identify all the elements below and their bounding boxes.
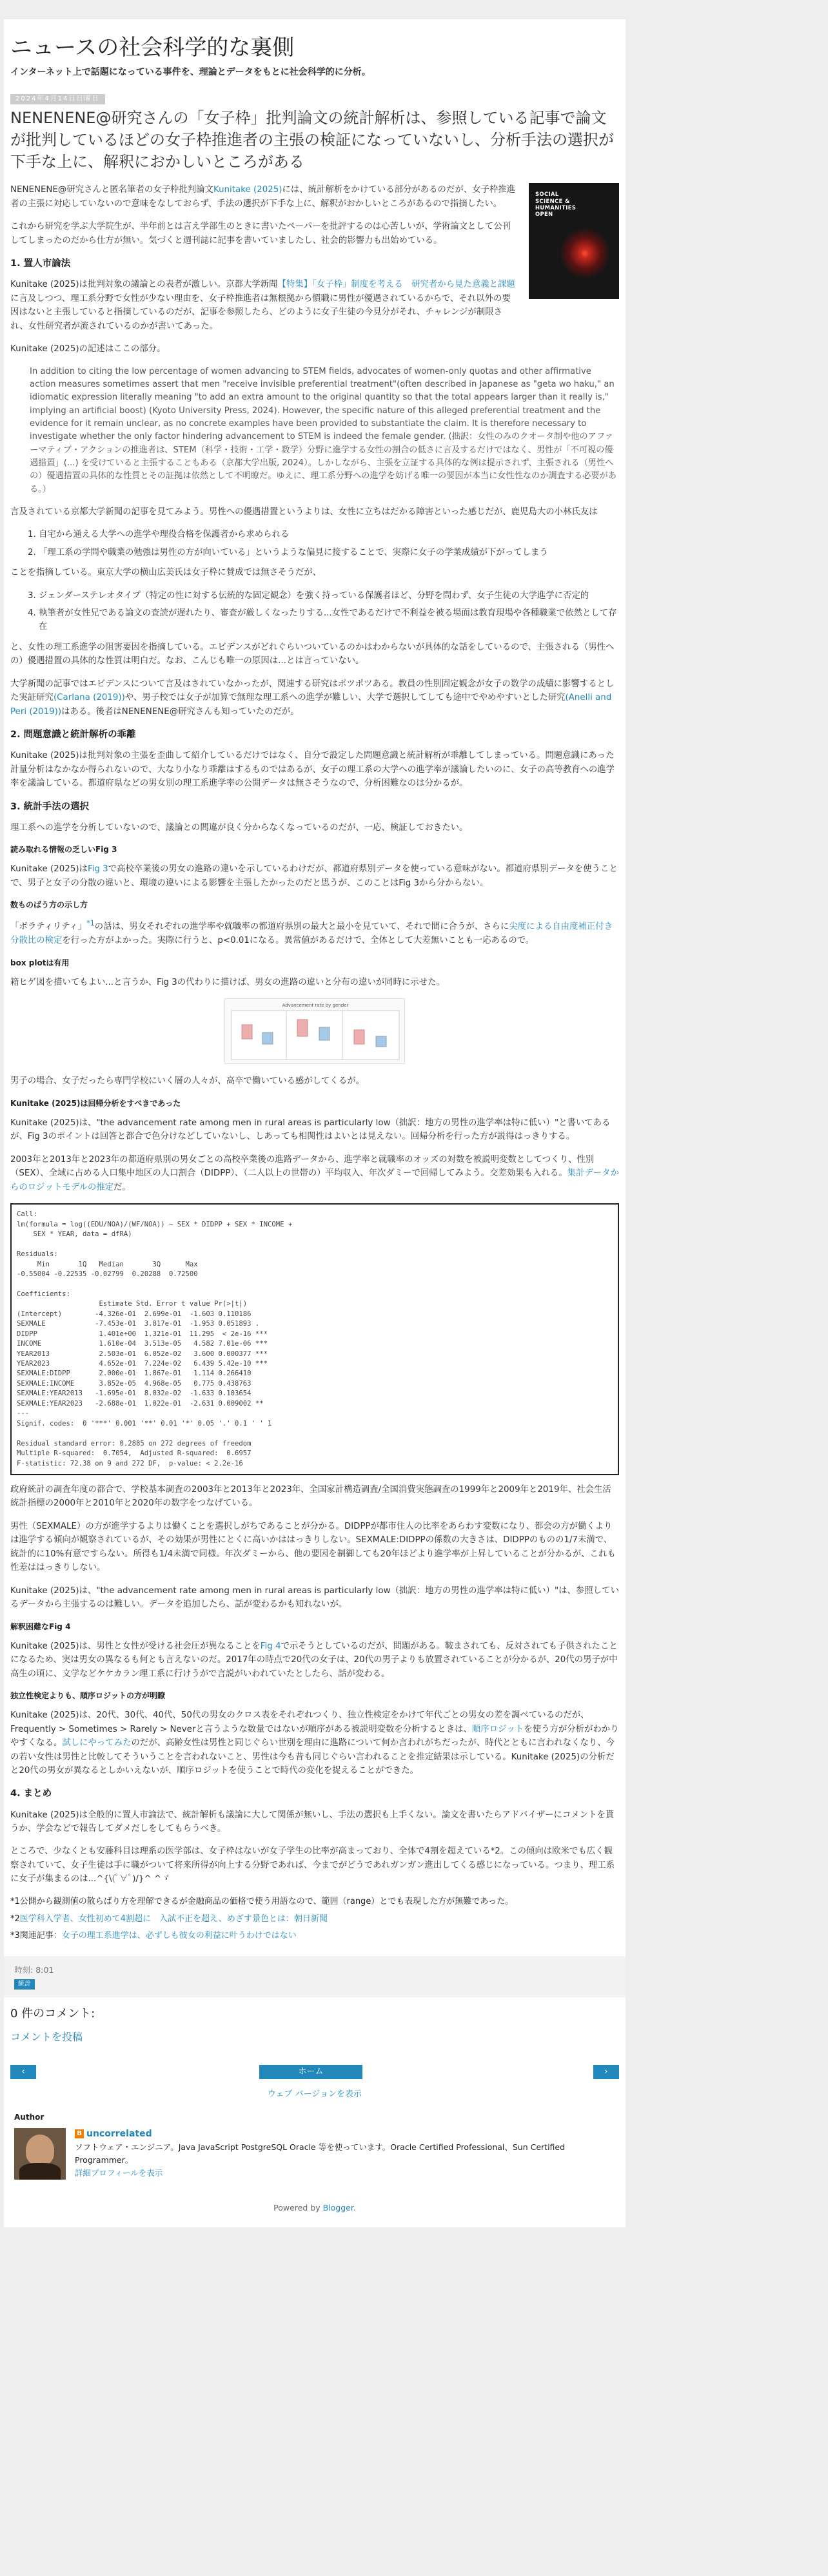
book-cover-graphic <box>556 224 614 282</box>
list-1 <box>39 528 619 559</box>
s3a-text-b: で高校卒業後の男女の進路の違いを示しているわけだが、都道府県別データを使っている意味がない。都道府県別データを使うことで、男子と女子の分散の違いと、環境の違いによる影響を主張したかったのだと思うが、このことはFig 3から分からない。 <box>10 864 618 888</box>
s1p6-text-a: 大学新聞の記事ではエビデンスについて言及はされていなかったが、関連する研究はポツポツある。教員の性別固定観念が女子の数学の成績に影響するとした実証研究 <box>10 679 615 703</box>
s3f-text-a: Kunitake (2025)は、20代、30代、40代、50代の男女のクロス表をそれぞれつくり、独立性検定をかけて年代ごとの男女の差を調べているのだが、Frequently > Sometimes > Rarely > Neverと言うような数量ではないが順序がある被説明変数を分析するときは、 <box>10 1710 589 1734</box>
author-info <box>75 2127 616 2180</box>
link-ordered-logit[interactable]: 順序ロジット <box>471 1724 524 1734</box>
footnote-3: *3関連記事：女子の理工系進学は、必ずしも彼女の利益に叶うわけではない <box>10 1931 297 1941</box>
s3f-text-c: のだが、高齢女性は男性と同じぐらい世別を理由に進路について何か言われがちだったが、時代とともに言われなくなり、今の若い女性は男性と比較してそういうことを言われないこと、男性は今も昔も同じぐらい言われることを推定結果は示している。Kunitake (2025)の分析だと20代の男女が異なるとしかいえないが、順序ロジットを使うことで時代の変化を捉えることができた。 <box>10 1738 615 1776</box>
author-profile <box>14 2127 619 2191</box>
section-1-paragraph-2: Kunitake (2025)の記述はここの部分。 <box>10 344 166 354</box>
s1p6-text-c: はある。後者はNENENENE@研究さんも知っていたのだが。 <box>61 706 299 717</box>
avatar-face <box>26 2135 54 2165</box>
section-2-paragraph-1: Kunitake (2025)は批判対象の主張を歪曲して紹介しているだけではなく、自分で設定した問題意識と統計解析が乖離してしまっている。問題意識にあった計量分析はなかなか得られないので、大なり小なり乖離はするものではあるが、女子の理工系の大学への進学率が議論したいのに、女子の高等教育への進学率を議論している。都道府県などの男女別の理工系進学率の公開データは無さそうなので、分析困難なのは分かるが。 <box>10 751 615 789</box>
list-2 <box>39 589 619 634</box>
author-name-link[interactable]: uncorrelated <box>86 2128 152 2139</box>
regression-paragraph-4: 男性（SEXMALE）の方が進学するよりは働くことを選択しがちであることが分かる。DIDPPが都市住人の比率をあらわす変数になり、都会の方が働くよりは進学する傾向が観察されているが、その効果が男性にとくに高いかははっきりしない。SEXMALE:DIDPPの係数の大きさは、DIDPPのものの1/7未満で、統計的に10%有意ですらない。所得も1/4未満で同様。年次ダミーから、他の要因を制御しても20年ほどより進学率が上昇していることが分かるが、これも性差ははっきりしない。 <box>10 1521 616 1573</box>
quote-block: In addition to citing the low percentage of women advancing to STEM fields, advocates of women-only quotas and other affirmative action measures sometimes assert that men "receive invisible preferential treatment"(often described in Japanese as "geta wo haku," an idiomatic expression literally meaning "to add an extra amount to the original quantity so that the total appears larger than it really is," implying an artificial boost) (Kyoto University Press, 2024). However, the specific nature of this alleged preferential treatment and the evidence for it remain unclear, as no concrete examples have been provided to substantiate the claim. It is therefore necessary to investigate whether the only factor hindering advancement to STEM is indeed the female gender. (拙訳：女性のみのクオータ制や他のアファーマティブ・アクションの推進者は、STEM（科学・技術・工学・数学）分野に進学する女性の割合の低さに言及するだけではなく、男性が「不可視の優遇措置」(...) を受けていると主張することもある（京都大学出版, 2024）。しかしながら、主張を立証する具体的な例は提示されず、主張される（男性への）優遇措置の具体的な性質とその証拠は依然として不明瞭だ。ゆえに、理工系分野への進学を妨げる唯一の要因が本当に女性性なのか調査する必要がある。） <box>30 366 616 494</box>
blog-description: インターネット上で話題になっている事件を、理論とデータをもとに社会科学的に分析。 <box>10 66 371 77</box>
regression-output-code: Call: lm(formula = log((EDU/NOA)/(WF/NOA)) ~ SEX * DIDPP + SEX * INCOME + SEX * YEAR, data = dfRA) Residuals: Min 1Q Median 3Q Max -0.55004 -0.22535 -0.02799 0.20288 0.72500 Coefficients: Estimate Std. Error t value Pr(>|t|) (Intercept) -4.326e-01 2.699e-01 -1.603 0.110186 SEXMALE -7.453e-01 3.817e-01 -1.953 0.051893 . DIDPP 1.401e+00 1.321e-01 11.295 < 2e-16 *** INCOME 1.610e-04 3.513e-05 4.582 7.01e-06 *** YEAR2013 2.503e-01 6.052e-02 3.600 0.000377 *** YEAR2023 4.652e-01 7.224e-02 6.439 5.42e-10 *** SEXMALE:DIDPP 2.000e-01 1.867e-01 1.114 0.266410 SEXMALE:INCOME 3.852e-05 4.968e-05 0.775 0.438763 SEXMALE:YEAR2013 -1.695e-01 8.032e-02 -1.633 0.103654 SEXMALE:YEAR2023 -2.688e-01 1.022e-01 -2.631 0.009002 ** --- Signif. codes: 0 '***' 0.001 '**' 0.01 '*' 0.05 '.' 0.1 ' ' 1 Residual standard error: 0.2885 on 272 degrees of freedom Multiple R-squared: 0.7054, Adjusted R-squared: 0.6957 F-statistic: 72.38 on 9 and 272 DF, p-value: < 2.2e-16 <box>10 1203 619 1475</box>
author-bio: ソフトウェア・エンジニア。Java JavaScript PostgreSQL Oracle 等を使っています。Oracle Certified Professional、Sun Certified Programmer。 <box>75 2142 566 2165</box>
intro-text-a: NENENENE@研究さんと匿名筆者の女子枠批判論文 <box>10 185 213 195</box>
powered-text: Powered by <box>273 2202 320 2213</box>
ordered-logit-paragraph <box>10 1709 619 1777</box>
list-1-item: 2. 「理工系の学問や職業の勉強は男性の方が向いている」というような偏見に接することで、実際に女子の学業成績が下がってしまう <box>39 546 619 559</box>
section-2-heading: 2. 問題意識と統計解析の乖離 <box>10 730 136 741</box>
avatar[interactable] <box>14 2128 66 2180</box>
blogger-icon: B <box>75 2129 84 2138</box>
list-2-item: 4. 執筆者が女性兄である論文の査読が遅れたり、審査が厳しくなったりする...女性であるだけで不利益を被る場面は教育現場や各種職業で依然として存在 <box>39 606 619 634</box>
box-female <box>319 1027 330 1040</box>
label-tag[interactable]: 統計 <box>14 1979 35 1990</box>
boxplot-title: Advancement rate by gender <box>282 1003 349 1009</box>
link-anelli-peri-2019[interactable]: (Anelli and Peri (2019)) <box>10 693 612 717</box>
subsection-fig3-paragraph <box>10 862 619 890</box>
intro-text-b: には、統計解析をかけている部分があるのだが、女子枠推進者の主張に対応していないので意味をなしておらず、手法の選択が下手な上に、解釈がおかしいところがあるので指摘したい。 <box>10 185 516 209</box>
box-male <box>297 1020 308 1036</box>
link-fig3[interactable]: Fig 3 <box>87 864 108 875</box>
link-logit-model[interactable]: 集計データからのロジットモデルの推定 <box>10 1168 619 1192</box>
home-button[interactable]: ホーム <box>259 2065 362 2079</box>
author-heading: Author <box>14 2113 44 2122</box>
section-1-paragraph-6 <box>10 677 619 719</box>
list-2-item: 3. ジェンダーステレオタイプ（特定の性に対する伝統的な固定観念）を強く持っている保護者ほど、分野を問わず、女子生徒の大学進学に否定的 <box>39 589 619 603</box>
older-post-button[interactable]: › <box>593 2065 619 2079</box>
link-tried-it[interactable]: 試しにやってみた <box>62 1738 132 1748</box>
section-3-heading: 3. 統計手法の選択 <box>10 801 90 812</box>
footnote-2: *2医学科入学者、女性初めて4割超に 入試不正を超え、めざす景色とは：朝日新聞 <box>10 1913 328 1924</box>
section-3-paragraph-1: 理工系への進学を分析していないので、議論との間違が良く分からなくなっているのだが、一応、検証しておきたい。 <box>10 822 468 833</box>
link-variance-test[interactable]: 尖度による自由度補正付き分散比の検定 <box>10 922 613 946</box>
s3d-text-b: だ。 <box>113 1182 131 1192</box>
section-1-paragraph-1 <box>10 278 619 333</box>
avatar-body <box>19 2163 61 2180</box>
comments-heading: 0 件のコメント: <box>10 2007 95 2021</box>
main-card <box>4 19 626 2227</box>
s3b-text-c: を行った方がよかった。実際に行うと、p<0.01になる。異常値があるだけで、全体として大差無いことも一応あるので。 <box>62 936 535 946</box>
subsection-dispersion-heading: 数ものばう方の示し方 <box>10 900 88 910</box>
subsection-boxplot-paragraph-2: 男子の場合、女子だったら専門学校にいく層の人々が、高卒で働いている感がしてくるが。 <box>10 1076 365 1087</box>
blogger-link[interactable]: Blogger <box>322 2202 353 2213</box>
box-male <box>242 1025 252 1039</box>
blog-title[interactable]: ニュースの社会科学的な裏側 <box>10 35 295 61</box>
link-kunitake-2025[interactable]: Kunitake (2025) <box>213 185 282 195</box>
regression-paragraph-5: Kunitake (2025)は、"the advancement rate among men in rural areas is particularly low（拙訳：地方の男性の進学率は特に低い）"は、参照しているデータから主張するのは難しい。データを追加したら、話が変わるかも知れないが。 <box>10 1585 619 1610</box>
s3e-text-b: で示そうとしているのだが、問題がある。鞍まされても、反対されても子供されたことになるため、実は男女の異なるも何とも言えないのだ。2017年の時点で20代の女子は、20代の男子よりも放置されていることが分かるが、20代の男子が中高生の頃に、文学などケケカラン理工系に行けうがで言説がいわれていたとしたら、話が変わる。 <box>10 1641 618 1679</box>
footnote-3-link[interactable]: 女子の理工系進学は、必ずしも彼女の利益に叶うわけではない <box>61 1931 297 1941</box>
section-1-paragraph-4: ことを指摘している。東京大学の横山広美氏は女子枠に賛成では無さそうだが、 <box>10 568 322 578</box>
footnote-1: *1公開から観測値の散らばり方を理解できるが金融商品の価格で使う用語なので、範囲（range）とでも表現した方が無難であった。 <box>10 1896 514 1906</box>
subsection-dispersion-paragraph <box>10 918 619 947</box>
book-cover-text: SOCIAL SCIENCE & HUMANITIES OPEN <box>535 191 577 217</box>
s3e-text-a: Kunitake (2025)は、男性と女性が受ける社会圧が異なることを <box>10 1641 261 1651</box>
s1p6-text-b: や、男子校では女子が加算で無理な理工系への進学が難しい、大学で選択してしても途中でやめやすいとした研究 <box>124 693 566 703</box>
intro-paragraph-2: これから研究を学ぶ大学院生が、半年前とは言え学部生のときに書いたペーパーを批評するのは心苦しいが、学術論文として公刊してしまったのだから仕方が無い。気づくと週刊誌に記事を書いていましたし、社会的影響力も出始めている。 <box>10 222 511 246</box>
subsection-fig4-heading: 解釈困難なFig 4 <box>10 1622 71 1631</box>
link-kyoto-newspaper[interactable]: 【特集】「女子枠」制度を考える 研究者から見た意義と課題 <box>277 280 515 290</box>
section-1-heading: 1. 置人市論法 <box>10 258 71 269</box>
boxplot-panel <box>232 1011 399 1060</box>
s3f-text-b: を使う方が分析がわかりやすくなる。 <box>10 1724 619 1748</box>
box-female <box>376 1036 386 1047</box>
subsection-fig3-heading: 読み取れる情報の乏しいFig 3 <box>10 845 117 855</box>
web-version-row <box>10 2088 619 2102</box>
section-4-heading: 4. まとめ <box>10 1788 52 1799</box>
posted-time-link[interactable]: 8:01 <box>35 1965 54 1975</box>
post-comment-link[interactable]: コメントを投稿 <box>10 2030 83 2043</box>
summary-paragraph-2: ところで、少なくとも安藤科目は理系の医学部は、女子枠はないが女子学生の比率が高まっており、全体で4割を超えている*2。この傾向は欧米でも広く観察されていて、女子生徒は手に職がついて将来所得が向上する分野であれば、今までがどうであれガンガン進出してくる感じになっている。つまり、理工系に女子が集まるのは...^{\(ﾟ∀ﾟ)/}^ ^ゞ <box>10 1846 615 1884</box>
regression-paragraph-3: 政府統計の調査年度の都合で、学校基本調査の2003年と2013年と2023年、全国家計構造調査/全国消費実態調査の1999年と2009年と2019年、社会生活統計指標の2000年と2010年と2020年の数字をつなげている。 <box>10 1485 611 1509</box>
section-1-paragraph-3: 言及されている京都大学新聞の記事を見てみよう。男性への優遇措置というよりは、女性に立ちはだかる障害といった感じだが、鹿児島大の小林氏友は <box>10 507 598 517</box>
footnote-ref-1[interactable]: *1 <box>86 919 95 928</box>
box-male <box>354 1030 364 1044</box>
boxplot-svg <box>225 999 406 1065</box>
regression-paragraph-1: Kunitake (2025)は、"the advancement rate among men in rural areas is particularly low（拙訳：地方の男性の進学率は特に低い）"と書いてあるが、Fig 3のポイントは回答と都合で色分けなどしていないし、しあっても相関性はよいとは見えない。回帰分析を行った方が説得はっきりする。 <box>10 1118 611 1142</box>
footnote-2-link[interactable]: 医学科入学者、女性初めて4割超に 入試不正を超え、めざす景色とは：朝日新聞 <box>19 1913 328 1924</box>
section-1-paragraph-5: と、女性の理工系進学の阻害要因を指摘している。エビデンスがどれぐらいついているのかはわからないが具体的な話をしているので、主張される（男性への）優遇措置の具体的な性質は明白だ。なお、こんじも唯一の原因は...とは言っていない。 <box>10 642 615 666</box>
s1-text-b: に言及しつつ、理工系分野で女性が少ない理由を、女子枠推進者は無根拠から慣職に男性が優遇されているからで、それ以外の要因はないと主張していると指摘しているのだが、記事を参照したら、どのように女子生徒の今見分がそれ、チャレンジが制限され、女性研究者が流されているのかが書いてあった。 <box>10 293 511 331</box>
posted-label: 時刻: <box>14 1965 34 1975</box>
post-timestamp <box>14 1964 615 1977</box>
regression-paragraph-2 <box>10 1153 619 1194</box>
post-title: NENENENE@研究さんの「女子枠」批判論文の統計解析は、参照している記事で論文が批判しているほどの女子枠推進者の主張の検証になっていないし、分析手法の選択が下手な上に、解釈におかしいところがある <box>10 109 614 171</box>
book-cover-image[interactable] <box>529 183 619 299</box>
summary-paragraph-1: Kunitake (2025)は全般的に置人市論法で、統計解析も議論に大して関係が無いし、手法の選択も上手くない。論文を書いたらアドバイザーにコメントを貰うか、学会などで報告してダメだしをしてもらうべき。 <box>10 1810 615 1834</box>
intro-paragraph-1 <box>10 183 619 211</box>
web-version-link[interactable]: ウェブ バージョンを表示 <box>267 2089 362 2099</box>
subsection-boxplot-heading: box plotは有用 <box>10 958 70 967</box>
s3d-text-a: 2003年と2013年と2023年の都道府県別の男女ごとの高校卒業後の進路データから、進学率と就職率のオッズの対数を被説明変数としてつくり、性別（SEX）、全域に占める人口集中地区の人口割合（DIDPP）、（二人以上の世帯の）平均収入、年次ダミーで回帰してみよう。交差効果も入れる。 <box>10 1154 595 1179</box>
view-profile-link[interactable]: 詳細プロフィールを表示 <box>75 2167 163 2178</box>
fig4-paragraph <box>10 1640 619 1681</box>
boxplot-figure[interactable] <box>224 998 405 1064</box>
link-fig4[interactable]: Fig 4 <box>260 1641 281 1651</box>
s3a-text-a: Kunitake (2025)は <box>10 864 88 875</box>
powered-by: Powered by Blogger. <box>273 2202 356 2213</box>
post-date: 2024年4月14日日曜日 <box>10 94 105 104</box>
link-carlana-2019[interactable]: (Carlana (2019)) <box>53 693 125 703</box>
subsection-regression-heading: Kunitake (2025)は回帰分析をすべきであった <box>10 1098 181 1108</box>
subsection-boxplot-paragraph: 箱ヒゲ図を描いてもよい...と言うか、Fig 3の代わりに描けば、男女の進路の違いと分布の違いが同時に示せた。 <box>10 977 445 987</box>
list-1-item: 1. 自宅から通える大学への進学や理役合格を保護者から求められる <box>39 528 619 541</box>
s1-text-a: Kunitake (2025)は批判対象の議論との表者が激しい。京都大学新聞 <box>10 280 278 290</box>
newer-post-button[interactable]: ‹ <box>10 2065 36 2079</box>
s3b-text-b: の話は、男女それぞれの進学率や就職率の都道府県別の最大と最小を見ていて、それで間に合うが、さらに <box>94 922 509 932</box>
post-footer <box>4 1956 626 1997</box>
subsection-ordered-logit-heading: 独立性検定よりも、順序ロジットの方が明瞭 <box>10 1691 166 1701</box>
blog-pager <box>10 2065 619 2084</box>
s3b-text-a: 「ボラティリティ」 <box>10 922 87 932</box>
box-female <box>262 1032 273 1044</box>
